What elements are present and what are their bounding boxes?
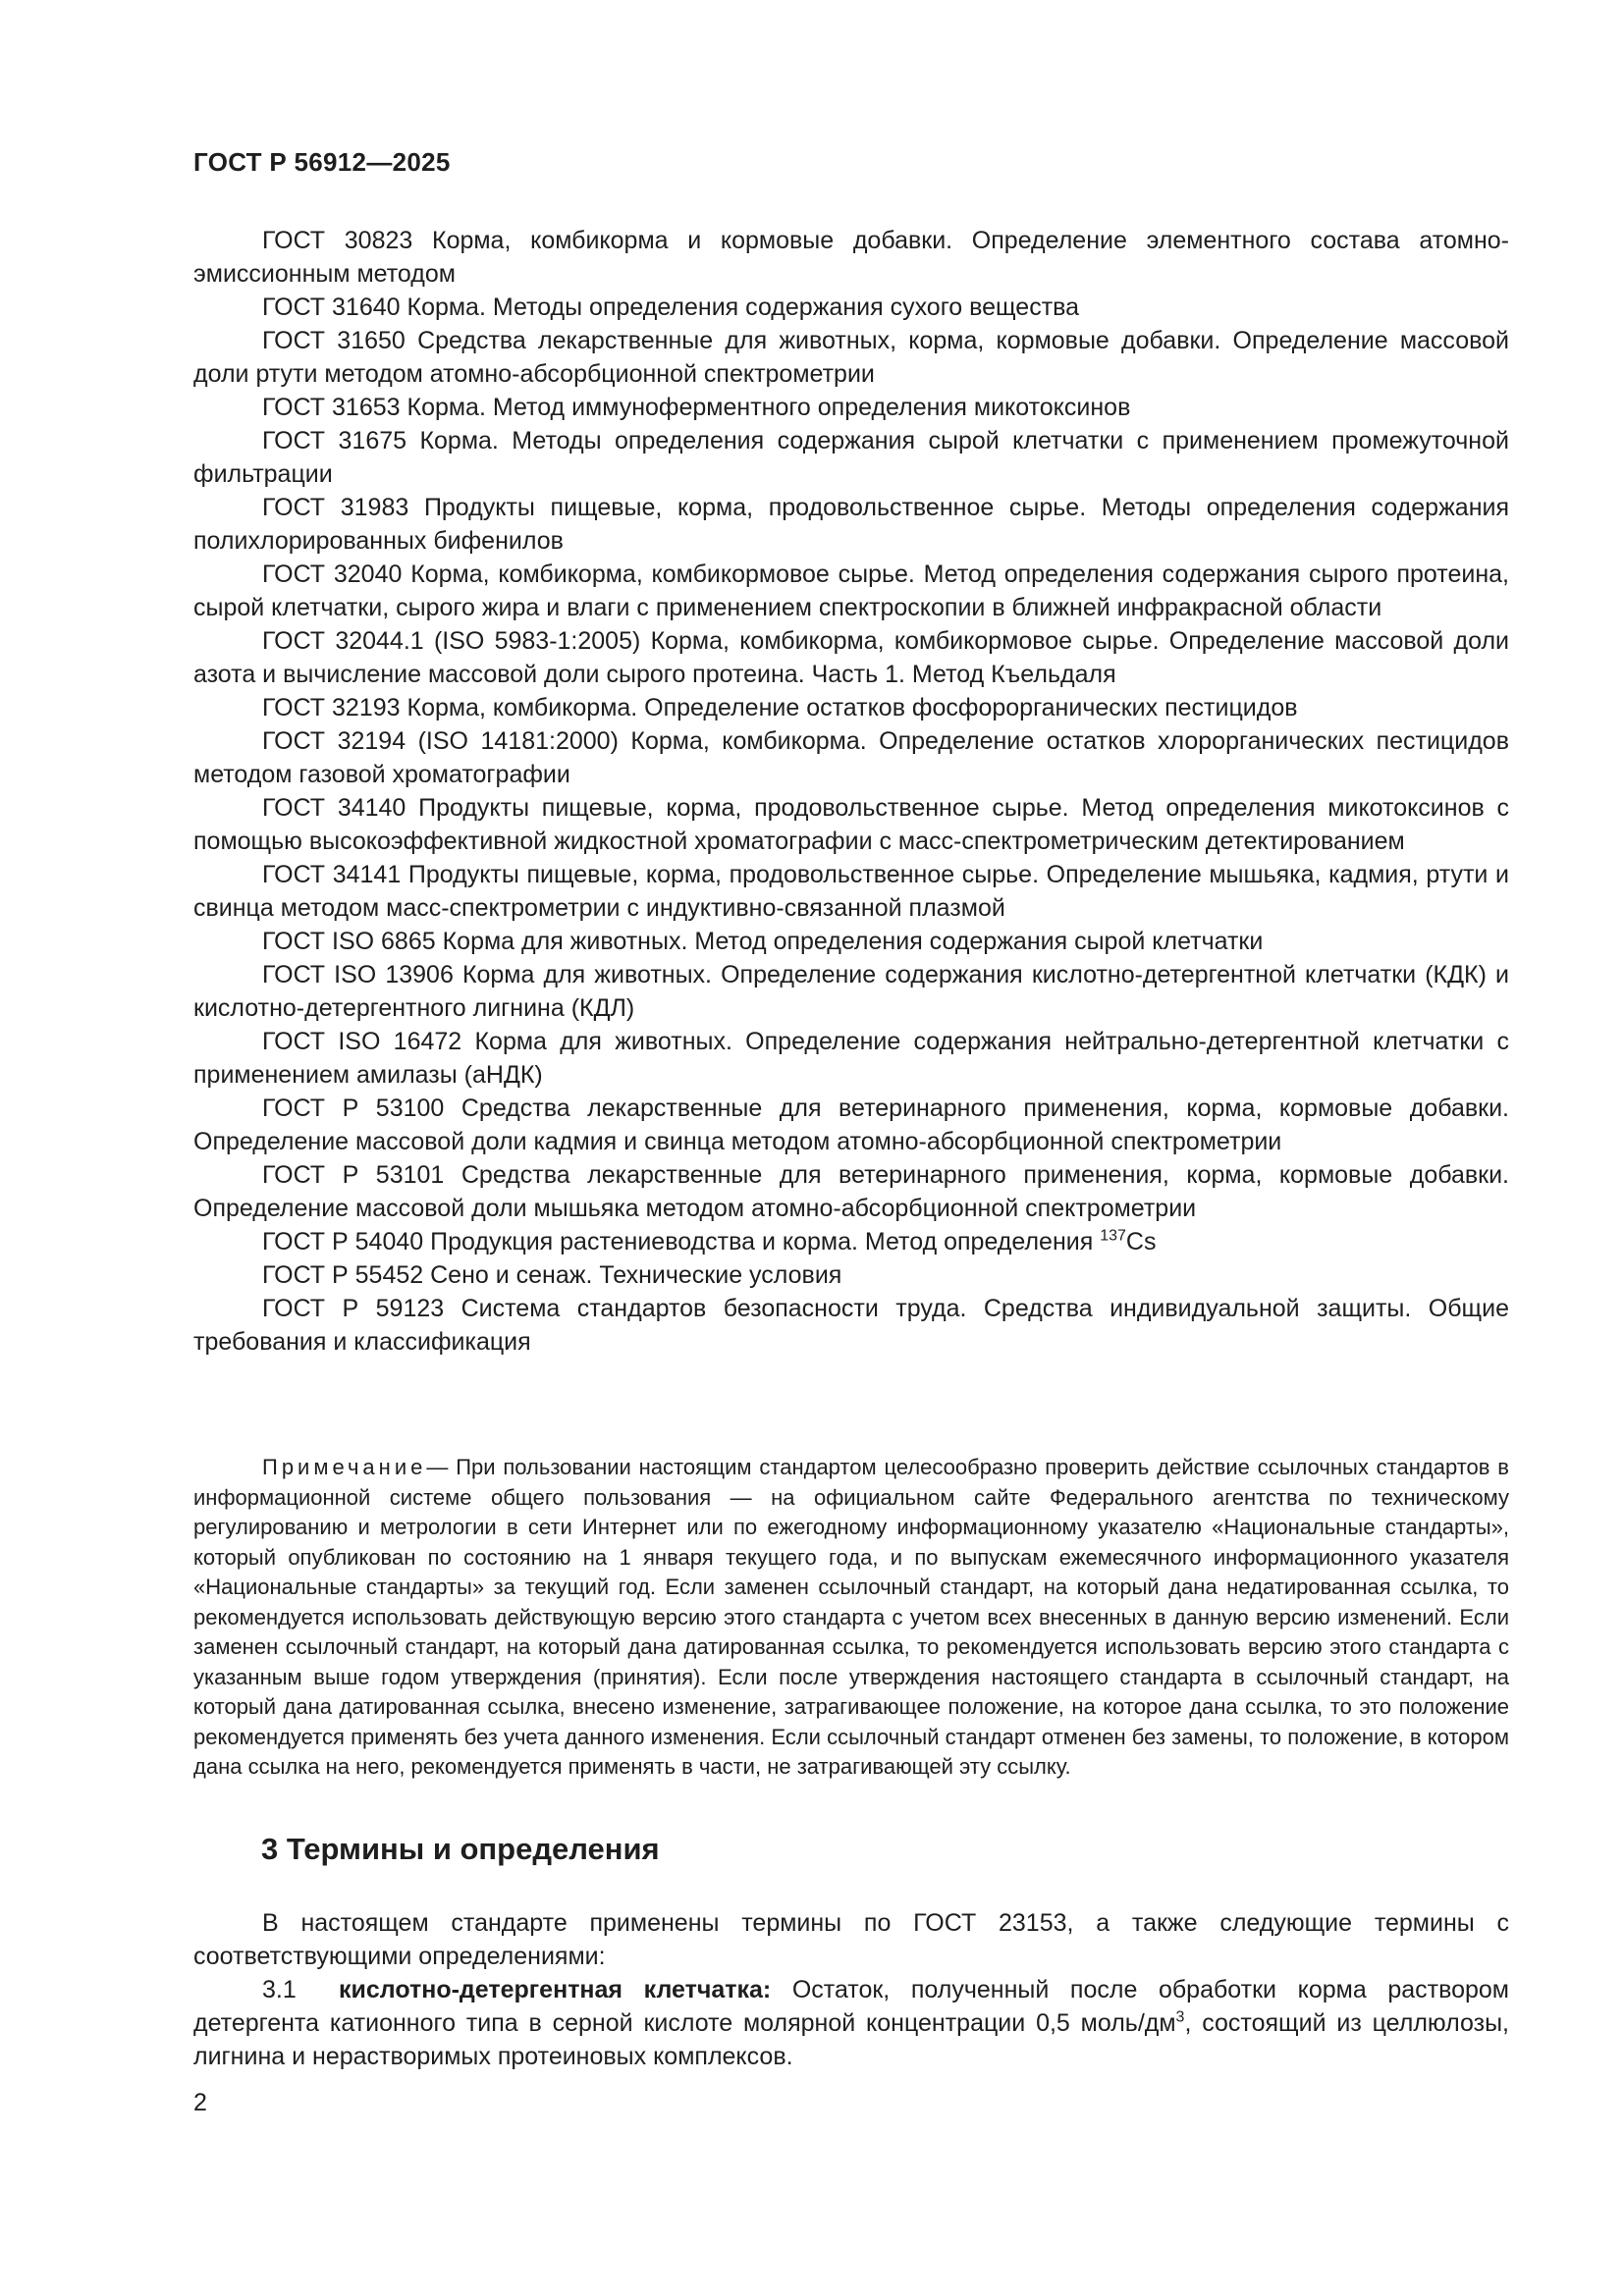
reference-item [193,391,1509,424]
reference-title: Корма, комбикорма и кормовые добавки. Определение элементного состава атомно-эмиссионным методом [193,227,1509,288]
normative-references-list [193,224,1509,1359]
reference-title: Средства лекарственные для ветеринарного применения, корма, кормовые добавки. Определение массовой доли кадмия и свинца методом атомно-абсорбционной спектрометрии [193,1095,1509,1155]
reference-item [193,858,1509,925]
reference-item [193,1292,1509,1359]
reference-item [193,1092,1509,1158]
isotope-symbol: Cs [1125,1228,1157,1255]
reference-item [193,724,1509,791]
reference-title: Средства лекарственные для животных, корма, кормовые добавки. Определение массовой доли ртути методом атомно-абсорбционной спектрометрии [193,327,1509,388]
reference-title: Корма. Методы определения содержания сырой клетчатки с применением промежуточной фильтрации [193,427,1509,488]
isotope-mass-number: 137 [1100,1227,1126,1245]
reference-title: Корма. Методы определения содержания сухого вещества [406,294,1080,321]
reference-item [193,224,1509,291]
reference-item [193,1225,1509,1258]
reference-item [193,491,1509,558]
reference-code: ГОСТ 32040 [262,561,403,588]
reference-code: ГОСТ ISO 13906 [262,961,454,988]
reference-code: ГОСТ 31983 [262,494,409,521]
reference-code: ГОСТ 30823 [262,227,413,254]
reference-code: ГОСТ 32193 [262,694,401,721]
term-definition-tail: , состоящий из целлюлозы, лигнина и нерастворимых протеиновых комплексов. [193,2009,1509,2070]
term-definition [193,1973,1509,2073]
reference-title: Продукция растениеводства и корма. Метод определения [430,1228,1101,1255]
reference-item [193,1258,1509,1292]
page-number: 2 [193,2089,207,2116]
reference-code: ГОСТ Р 55452 [262,1261,424,1289]
reference-item [193,424,1509,491]
reference-title: Корма. Метод иммуноферментного определения микотоксинов [406,394,1131,421]
reference-code: ГОСТ 32194 [262,727,406,755]
reference-code: ГОСТ Р 59123 [262,1295,445,1322]
note-label: Примечание [262,1455,427,1479]
reference-code: ГОСТ 32044.1 [262,627,424,655]
unit-exponent: 3 [1175,2008,1185,2026]
reference-title: Система стандартов безопасности труда. Средства индивидуальной защиты. Общие требования и классификация [193,1295,1509,1356]
term-name: кислотно-детергентная клетчатка: [338,1976,772,2003]
reference-item [193,925,1509,958]
term-number: 3.1 [262,1976,297,2003]
reference-title: Продукты пищевые, корма, продовольственное сырье. Метод определения микотоксинов с помощью высокоэффективной жидкостной хроматографии с масс-спектрометрическим детектированием [193,794,1510,855]
reference-title: Средства лекарственные для ветеринарного применения, корма, кормовые добавки. Определение массовой доли мышьяка методом атомно-абсорбционной спектрометрии [193,1161,1509,1222]
reference-title: Корма для животных. Определение содержания нейтрально-детергентной клетчатки с применением амилазы (аНДК) [193,1028,1509,1089]
reference-title: Корма, комбикорма. Определение остатков фосфорорганических пестицидов [406,694,1298,721]
reference-item [193,791,1509,858]
reference-item [193,1025,1509,1092]
reference-code: ГОСТ ISO 16472 [262,1028,462,1055]
reference-title: Продукты пищевые, корма, продовольственное сырье. Определение мышьяка, кадмия, ртути и свинца методом масс-спектрометрии с индуктивно-связанной плазмой [193,861,1509,922]
reference-item [193,324,1509,391]
reference-code: ГОСТ ISO 6865 [262,928,436,955]
reference-code: ГОСТ 34141 [262,861,402,888]
reference-item [193,958,1509,1025]
reference-code: ГОСТ 31653 [262,394,401,421]
reference-item [193,558,1509,624]
reference-title: Корма, комбикорма, комбикормовое сырье. Метод определения содержания сырого протеина, сырой клетчатки, сырого жира и влаги с применением спектроскопии в ближней инфракрасной области [193,561,1509,621]
reference-code: ГОСТ 31640 [262,294,401,321]
reference-item [193,624,1509,691]
reference-code: ГОСТ Р 53100 [262,1095,445,1122]
note-text: — При пользовании настоящим стандартом целесообразно проверить действие ссылочных стандартов в информационной системе общего пользования — на официальном сайте Федерального агентства по техническому регулированию и метрологии в сети Интернет или по ежегодному информационному указателю «Национальные стандарты», который опубликован по состоянию на 1 января текущего года, и по выпускам ежемесячного информационного указателя «Национальные стандарты» за текущий год. Если заменен ссылочный стандарт, на который дана недатированная ссылка, то рекомендуется использовать действующую версию этого стандарта с учетом всех внесенных в данную версию изменений. Если заменен ссылочный стандарт, на который дана датированная ссылка, то рекомендуется использовать версию этого стандарта с указанным выше годом утверждения (принятия). Если после утверждения настоящего стандарта в ссылочный стандарт, на который дана датированная ссылка, внесено изменение, затрагивающее положение, на которое дана ссылка, то это положение рекомендуется применять без учета данного изменения. Если ссылочный стандарт отменен без замены, то положение, в котором дана ссылка на него, рекомендуется применять в части, не затрагивающей эту ссылку. [193,1455,1509,1779]
note-paragraph [193,1453,1509,1783]
reference-title: Корма для животных. Определение содержания кислотно-детергентной клетчатки (КДК) и кислотно-детергентного лигнина (КДЛ) [193,961,1509,1022]
reference-title: Продукты пищевые, корма, продовольственное сырье. Методы определения содержания полихлорированных бифенилов [193,494,1510,555]
reference-title: (ISO 14181:2000) Корма, комбикорма. Определение остатков хлорорганических пестицидов методом газовой хроматографии [193,727,1509,788]
reference-code: ГОСТ 31675 [262,427,407,454]
section-heading: 3 Термины и определения [261,1832,660,1866]
reference-item [193,1158,1509,1225]
reference-item [193,291,1509,324]
reference-title: Сено и сенаж. Технические условия [430,1261,842,1289]
reference-title: (ISO 5983-1:2005) Корма, комбикорма, комбикормовое сырье. Определение массовой доли азота и вычисление массовой доли сырого протеина. Часть 1. Метод Къельдаля [193,627,1510,688]
reference-code: ГОСТ Р 54040 [262,1228,424,1255]
term-definition-text: Остаток, полученный после обработки корма раствором детергента катионного типа в серной кислоте молярной концентрации 0,5 моль/дм [193,1976,1509,2037]
reference-code: ГОСТ Р 53101 [262,1161,445,1189]
document-code: ГОСТ Р 56912—2025 [193,147,451,177]
reference-code: ГОСТ 34140 [262,794,406,822]
reference-code: ГОСТ 31650 [262,327,406,354]
section-intro: В настоящем стандарте применены термины по ГОСТ 23153, а также следующие термины с соответствующими определениями: [193,1909,1509,1970]
reference-item [193,691,1509,724]
reference-title: Корма для животных. Метод определения содержания сырой клетчатки [442,928,1264,955]
